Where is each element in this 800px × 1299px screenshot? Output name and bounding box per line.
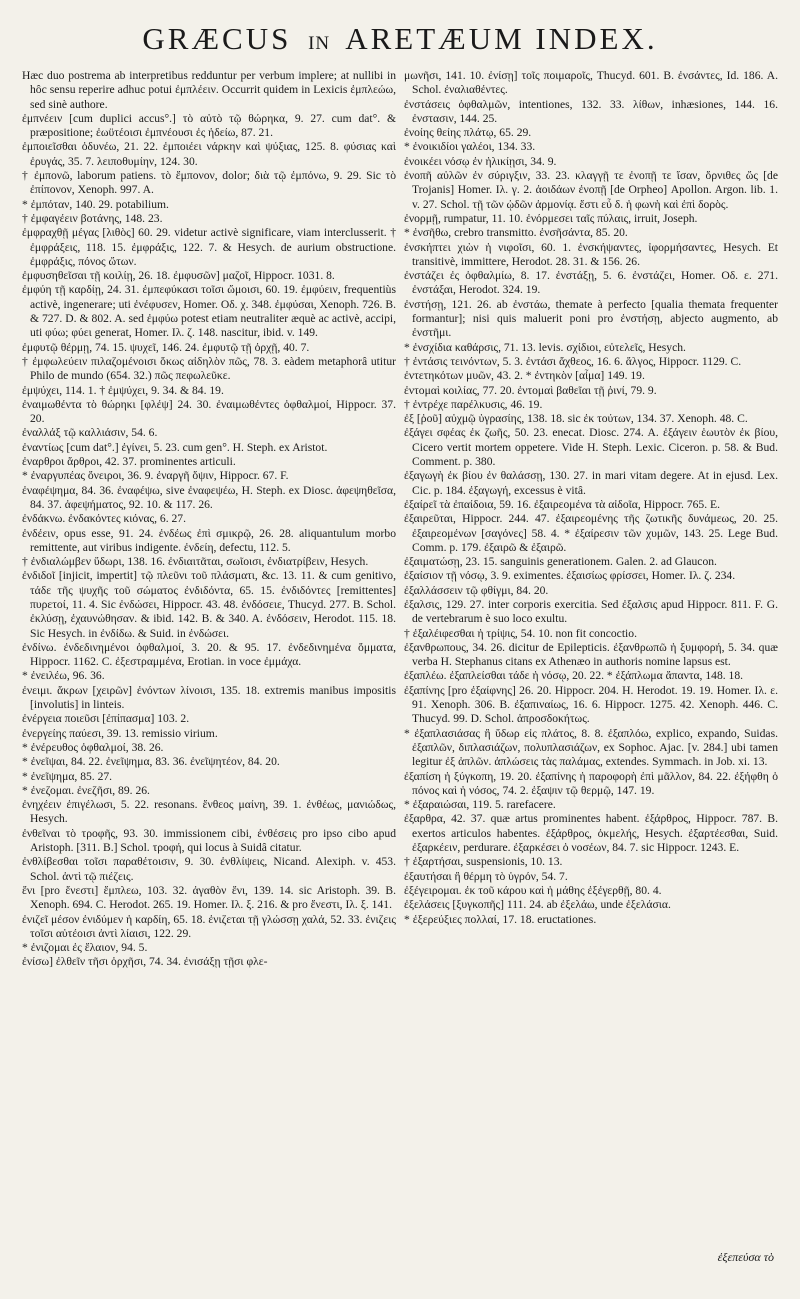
- index-entry: ἐνστάσεις ὀφθαλμῶν, intentiones, 132. 33. λίθων, inhæsiones, 144. 16. ἐνστασιν, 144. 25.: [404, 97, 778, 125]
- index-entry: * ἐνεζομαι. ἐνεζῆσι, 89. 26.: [22, 783, 150, 797]
- index-entry: † ἐξαλέιφεσθαι ἡ τρίψις, 54. 10. non fit concoctio.: [404, 626, 637, 640]
- index-entry: ἐμψύχει, 114. 1. † ἐμψύχει, 9. 34. & 84. 19.: [22, 383, 224, 397]
- index-entry: † ἐμφαγέειν βοτάνης, 148. 23.: [22, 211, 163, 225]
- index-entry: ἐναιμωθέντα τὸ θώρηκι [φλέψ] 24. 30. ἐναιμωθέντες ὀφθαλμοί, Hippocr. 37. 20.: [22, 397, 396, 426]
- index-entry: ἐνοίης θείης πλάτῳ, 65. 29.: [404, 126, 532, 140]
- index-entry: † ἐξαρτήσαι, suspensionis, 10. 13.: [404, 855, 563, 869]
- index-entry: ἐξ [ῥοῦ] αὐχμῷ ὑγρασίης, 138. 18. sic ἐκ τούτων, 134. 37. Xenoph. 48. C.: [404, 412, 748, 426]
- index-entry: ἐξελάσεις [ξυγκοπῆς] 111. 24. ab ἐξελάω, unde ἐξελάσια.: [404, 898, 671, 912]
- index-entry: * ἐνεῖψημα, 85. 27.: [22, 769, 113, 783]
- index-entry: † ἐντρέχε παρέλκυσις, 46. 19.: [404, 397, 543, 411]
- page-title: [22, 22, 778, 61]
- index-entry: ἐνορμῇ, rumpatur, 11. 10. ἐνόρμεσει ταῖς πύλαις, irruit, Joseph.: [404, 211, 698, 225]
- index-entry: ἐνηχέειν ἐπιγέλωσι, 5. 22. resonans. ἔνθεος μαίνη, 39. 1. ἐνθέως, μανιώδως, Hesych.: [22, 798, 396, 826]
- index-entry: ἐνιζεῖ μέσον ἐνιδύμεν ἡ καρδίη, 65. 18. ἐνιζεται τῇ γλώσσῃ χαλά, 52. 33. ἐνιζεις τοῖσι αὐτέοισι ἀντὶ λίαισι, 122. 29.: [22, 912, 396, 940]
- index-entry: ἐνστήσῃ, 121. 26. ab ἐνστάω, themate à perfecto [qualia themata frequenter formantur]; nisi quis maluerit poni pro ἐνστήσῃ, abjecto augmento, ab ἐνστῆμι.: [404, 297, 778, 340]
- index-entry: ἐνδίνω. ἐνδεδινημένοι ὀφθαλμοί, 3. 20. & 95. 17. ἐνδεδινημένα ὄμματα, Hippocr. 1162. C. ἐξεστραμμένα, Erotian. in voce ἐμμάχα.: [22, 640, 396, 669]
- index-entry: * ἐξερεύξιες πολλαί, 17. 18. eructationes.: [404, 912, 597, 926]
- index-entry: Hæc duo postrema ab interpretibus redduntur per verbum implere; at nullibi in hôc sensu reperire adhuc potui ἐμπλέειν. Occurrit quidem in Lexicis ἐμπλεώω, sed sinè authore.: [22, 69, 396, 111]
- index-entry: ἐξέγειρομαι. ἐκ τοῦ κάρου καὶ ἡ μάθης ἐξέγερθῇ, 80. 4.: [404, 883, 662, 897]
- index-entry: ἐντετηκότων μυῶν, 43. 2. * ἐντηκὸν [αἷμα] 149. 19.: [404, 369, 645, 383]
- index-entry: ἐμπνέειν [cum duplici accus°.] τὸ αὐτὸ τῷ θώρηκα, 9. 27. cum dat°. & præpositione; ἐωϋτέοισι ἐμπνέουσι ἐς ἠδείω, 87. 21.: [22, 111, 396, 140]
- index-entry: ἐνστάζει ἐς ὀφθαλμίω, 8. 17. ἐνστάξῃ, 5. 6. ἐνστάζει, Homer. Οδ. ε. 271. ἐνστάξαι, Herodot. 324. 19.: [404, 269, 778, 297]
- index-entry: ἐνσκήπτει χιὼν ἡ νιφοῖσι, 60. 1. ἐνσκήψαντες, ἰφορμήσαντες, Hesych. Et transitivè, immittere, Herodot. 28. 31. & 156. 26.: [404, 240, 778, 268]
- catchword: ἐξεπεύσα τὸ: [717, 1250, 774, 1264]
- index-entry: μωνῆσι, 141. 10. ἐνίσῃ] τοῖς ποιμαροῖς, Thucyd. 601. B. ἐνσάντες, Id. 186. A. Schol. ἐναλιαθέντες.: [404, 69, 778, 97]
- index-entry: ἐμφυτῷ θέρμῃ, 74. 15. ψυχεῖ, 146. 24. ἐμφυτῷ τῇ ὀρχῇ, 40. 7.: [22, 340, 310, 354]
- index-entry: * ἐναργυπέας ὄνειροι, 36. 9. ἐναργῆ ὄψιν, Hippocr. 67. F.: [22, 469, 289, 483]
- index-entry: * ἐνειλέω, 96. 36.: [22, 669, 105, 683]
- index-entry: ἐνδιδοῖ [injicit, impertit] τῷ πλεῦνι τοῦ πλάσματι, &c. 13. 11. & cum genitivo, τάδε τῆς ψυχῆς τοῦ σώματος ἐνδιδόντα, 65. 15. ἐνδιδόντες [remittentes] πυρετοί, 11. 4. Sic ἐνδώσει, Hippocr. 43. 48. ἐνδόσειε, Thucyd. 277. B. Schol. ἐκλύσῃ, ἐχαυνώθησαν. & ibid. 142. B. & 340. A. ἐνδόσειν, Herodot. 115. 18. Sic Hesych. in ἐνδίδω. & Suid. in ἐνδώσει.: [22, 569, 396, 640]
- index-entry: ἐναντίως [cum dat°.] ἐγίνει, 5. 23. cum gen°. H. Steph. ex Aristot.: [22, 440, 328, 454]
- index-entry: * ἐνεῖψαι, 84. 22. ἐνεῖψημα, 83. 36. ἐνεῖψητέον, 84. 20.: [22, 755, 280, 769]
- index-entry: ἐνοπῆ αὐλῶν ἐν σύριγξιν, 33. 23. κλαγγῇ τε ἐνοπῇ τε ἴσαν, ὄρνιθες ὥς [de Trojanis] Homer. Ιλ. γ. 2. ἀοιδάων ἐνοπῇ [de Orpheo] Apollon. Argon. lib. 1. v. 27. Schol. τῇ τῶν ᾠδῶν ἀρμονίᾳ. ἔστι εὖ δ. ἡ φωνὴ καὶ ἐπὶ δορὸς.: [404, 169, 778, 211]
- index-entry: ἐξαίσιον τῇ νόσῳ, 3. 9. eximentes. ἐξαισίως φρίσσει, Homer. Ιλ. ζ. 234.: [404, 569, 736, 583]
- index-entry: * ἐνιζομαι ἐς ἔλαιον, 94. 5.: [22, 941, 148, 955]
- index-entry: ἐξαυτήσαι ἢ θέρμη τὸ ὑγρόν, 54. 7.: [404, 869, 568, 883]
- index-entry: ἐνθλίβεσθαι τοῖσι παραθέτοισιν, 9. 30. ἐνθλίψεις, Nicand. Alexiph. v. 453. Schol. ἀντὶ τῷ πιέζεις.: [22, 855, 396, 883]
- index-entry: ἐξαιρεῦται, Hippocr. 244. 47. ἐξαιρεομένης τῆς ζωτικῆς δυνάμεως, 20. 25. ἐξαιρεομένων [σαγόνες] 58. 4. * ἐξαίρεσιν τῶν χυμῶν, 143. 25. Lege Bud. Comm. p. 179. ἐξαιρῶ & ἐξαιρῶ.: [404, 512, 778, 554]
- index-entry: ἐξαπλέω. ἐξαπλείσθαι τάδε ἡ νόσῳ, 20. 22. * ἐξάπλωμα ἅπαντα, 148. 18.: [404, 669, 744, 683]
- index-entry: * ἐνοικιδίοι γαλέοι, 134. 33.: [404, 140, 536, 154]
- left-column: [22, 69, 396, 970]
- right-column: [404, 69, 778, 970]
- index-entry: ἐναλλάξ τῷ καλλιάσιν, 54. 6.: [22, 426, 158, 440]
- index-entry: ἐνθεῖναι τὸ τροφῆς, 93. 30. immissionem cibi, ἐνθέσεις pro ipso cibo apud Aristoph. [311. B.] Schol. τροφή, qui locus à Suidâ citatur.: [22, 826, 396, 855]
- index-entry: ἐξαλλάσσειν τῷ φθίγμι, 84. 20.: [404, 583, 549, 597]
- index-entry: ἐμποιεῖσθαι ὀδυνέω, 21. 22. ἐμποιέει νάρκην καὶ ψύξιας, 125. 8. φύσιας καὶ ἐρυγάς, 35. 7. λειποθυμίην, 124. 30.: [22, 140, 396, 168]
- index-entry: * ἐνέρευθος ὀφθαλμοί, 38. 26.: [22, 740, 164, 754]
- index-entry: † ἐνδιαλώμβεν ὕδωρι, 138. 16. ἐνδιαιτᾶται, σωῖοισι, ἐνδιατρίβειν, Hesych.: [22, 555, 369, 569]
- index-columns: [22, 69, 778, 970]
- index-entry: ἔνι [pro ἔνεστι] ἔμπλεω, 103. 32. ἀγαθὸν ἔνι, 139. 14. sic Aristoph. 39. B. Xenoph. 694. C. Herodot. 265. 19. Homer. Ιλ. ξ. 216. & pro ἔνεστι, Ιλ. ξ. 141.: [22, 883, 396, 912]
- index-entry: ἐνέργεια ποιεῦσι [ἐπίπασμα] 103. 2.: [22, 712, 190, 726]
- index-entry: ἐξαπίνης [pro ἐξαίφνης] 26. 20. Hippocr. 204. H. Herodot. 19. 19. Homer. Ιλ. ε. 91. Xenoph. 306. B. ἐξαπιναίως, 16. 6. Hippocr. 1275. 42. Xenoph. 446. C. Thucyd. 99. D. Schol. ἀπροσδοκήτως.: [404, 683, 778, 726]
- index-entry: ἐξαίρεῖ τὰ ἐπαίδοια, 59. 16. ἐξαιρεομένα τὰ αἰδοῖα, Hippocr. 765. E.: [404, 497, 720, 511]
- index-entry: ἐμφύη τῇ καρδίῃ, 24. 31. ἐμπεφύκασι τοῖσι ὤμοισι, 60. 19. ἐμφύειν, frequentiùs activè, ingenerare; uti ἐνέφυσεν, Homer. Οδ. χ. 348. ἐμφύσαι, Xenoph. 726. B. & 727. D. & 802. A. sed ἐμφύω potest etiam neutraliter æquè ac activè, accipi, uti φύω; φύει generat, Homer. Ιλ. ζ. 148. nascitur, ibid. v. 149.: [22, 283, 396, 340]
- index-entry: ἐνδάκνω. ἐνδακόντες κιόνας, 6. 27.: [22, 512, 186, 526]
- index-entry: * ἐξαπλασιάσας ἢ ὕδωρ εἰς πλάτος, 8. 8. ἐξαπλόω, explico, expando, Suidas. ἐξαπλῶν, διπλασιάζων, πολυπλασιάζων, ex Sophoc. Ajac. [v. 284.] ubi tamen legitur ἐξ ἁπλῶν. ἀπλώσεις τὰς παλάμας, extendes. Symmach. in Job. xi. 13.: [404, 726, 778, 769]
- title-part-a: GRÆCUS: [142, 21, 292, 56]
- index-entry: † ἐμπονῶ, laborum patiens. τὸ ἔμπονον, dolor; διὰ τῷ ἐμπόνω, 9. 29. Sic τὸ ἐπίπονον, Xenoph. 997. A.: [22, 169, 396, 197]
- index-entry: ἐξάγει σφέας ἐκ ζωῆς, 50. 23. enecat. Diosc. 274. A. ἐξάγειν ἑωυτὸν ἐκ βίου, Cicero vertit mortem oppetere. Vide H. Steph. Lexic. Ciceron. p. 58. & Bud. Comment. p. 380.: [404, 426, 778, 469]
- index-entry: ἐξαρθρα, 42. 37. quæ artus prominentes habent. ἐξάρθρος, Hippocr. 787. B. exertos articulos habentes. ἐξάρθρος, ὀκμελής, Hesych. ἐξαρτέεσθαι, Suid. ἐξαρκέειν, perdurare. ἐξαρκέσει ὁ νοσέων, 84. 7. sic Hippocr. 1243. E.: [404, 812, 778, 855]
- index-entry: ἐντομαὶ κοιλίας, 77. 20. ἐντομαὶ βαθεῖαι τῇ ῥινί, 79. 9.: [404, 383, 657, 397]
- index-entry: ἐναρθροι ἄρθροι, 42. 37. prominentes articuli.: [22, 455, 236, 469]
- index-entry: ἐνδέειν, opus esse, 91. 24. ἐνδέως ἐπὶ σμικρῷ, 26. 28. aliquantulum morbo remittente, aut viribus indigente. ἐνδείη, defectu, 112. 5.: [22, 526, 396, 554]
- index-entry: ἐξαιματώσῃ, 23. 15. sanguinis generationem. Galen. 2. ad Glaucon.: [404, 555, 717, 569]
- index-entry: ἐνειμι. ἄκρων [χειρῶν] ἐνόντων λίνοισι, 135. 18. extremis manibus impositis [involutis] in linteis.: [22, 683, 396, 712]
- index-entry: ἐνίσω] ἐλθεῖν τῆσι ὀρχῆσι, 74. 34. ἐνισάξῃ τῇσι φλε-: [22, 955, 268, 969]
- index-entry: * ἐξαραιώσαι, 119. 5. rarefacere.: [404, 798, 556, 812]
- index-entry: ἐξαγωγὴ ἐκ βίου ἐν θαλάσσῃ, 130. 27. in mari vitam degere. At in ejusd. Lex. Cic. p. 184. ἐξαγωγή, excessus è vitâ.: [404, 469, 778, 497]
- title-part-in: IN: [308, 33, 331, 54]
- index-entry: † ἐντάσις τεινόντων, 5. 3. ἐντάσι ἄχθεος, 16. 6. ἄλγος, Hippocr. 1129. C.: [404, 354, 742, 368]
- index-entry: ἐνεργείης παύεσι, 39. 13. remissio virium.: [22, 726, 218, 740]
- index-entry: ἐμφυσηθεῖσαι τῇ κοιλίῃ, 26. 18. ἐμφυσῶν] μαζοῖ, Hippocr. 1031. 8.: [22, 269, 335, 283]
- index-entry: † ἐμφωλεύειν πιλαζομένοισι ὅκως αἰδηλὸν πῶς, 78. 3. eàdem metaphorâ utitur Philo de mundo (654. 32.) πῶς πεφωλεῦκε.: [22, 354, 396, 383]
- index-entry: ἐξαπίση ἡ ξύγκοπη, 19. 20. ἐξαπίνης ἡ παροφορὴ ἐπὶ μᾶλλον, 84. 22. ἐξήφθη ὁ πόνος καὶ ἡ νόσος, 74. 2. ἐξαψιν τῷ θερμῷ, 147. 19.: [404, 769, 778, 797]
- index-entry: ἐνοικέει νόσῳ ἐν ἡλικίῃσι, 34. 9.: [404, 154, 557, 168]
- index-entry: ἐναφέψημα, 84. 36. ἐναφέψω, sive ἐναφεψέω, H. Steph. ex Diosc. ἀφεψηθεῖσα, 84. 37. ἀφεψήματος, 92. 10. & 117. 26.: [22, 483, 396, 511]
- index-entry: * ἐμπόταν, 140. 29. potabilium.: [22, 197, 169, 211]
- index-entry: ἐμφραχθῇ μέγας [λιθὸς] 60. 29. videtur activè significare, viam interclusserit. † ἐμφράξεις, 118. 15. ἐμφράξις, 122. 7. & Hesych. de aurium obstructione. ἐμφράξις, πόνος ὤτων.: [22, 226, 396, 268]
- index-entry: ἐξαλσις, 129. 27. inter corporis exercitia. Sed ἐξαλσις apud Hippocr. 811. F. G. de vertebrarum è suo loco exultu.: [404, 597, 778, 626]
- index-entry: * ἐνσῆθω, crebro transmitto. ἐνσῆσάντα, 85. 20.: [404, 226, 628, 240]
- index-entry: * ἐνσχίδια καθάρσις, 71. 13. levis. σχίδιοι, εὐτελεῖς, Hesych.: [404, 340, 686, 354]
- title-part-b: ARETÆUM INDEX.: [345, 21, 658, 56]
- index-entry: ἐξανθρωπους, 34. 26. dicitur de Epilepticis. ἐξανθρωπῶ ἡ ξυμφορή, 5. 34. quæ verba H. Stephanus citans ex Athenæo in authoris nomine lapsus est.: [404, 640, 778, 669]
